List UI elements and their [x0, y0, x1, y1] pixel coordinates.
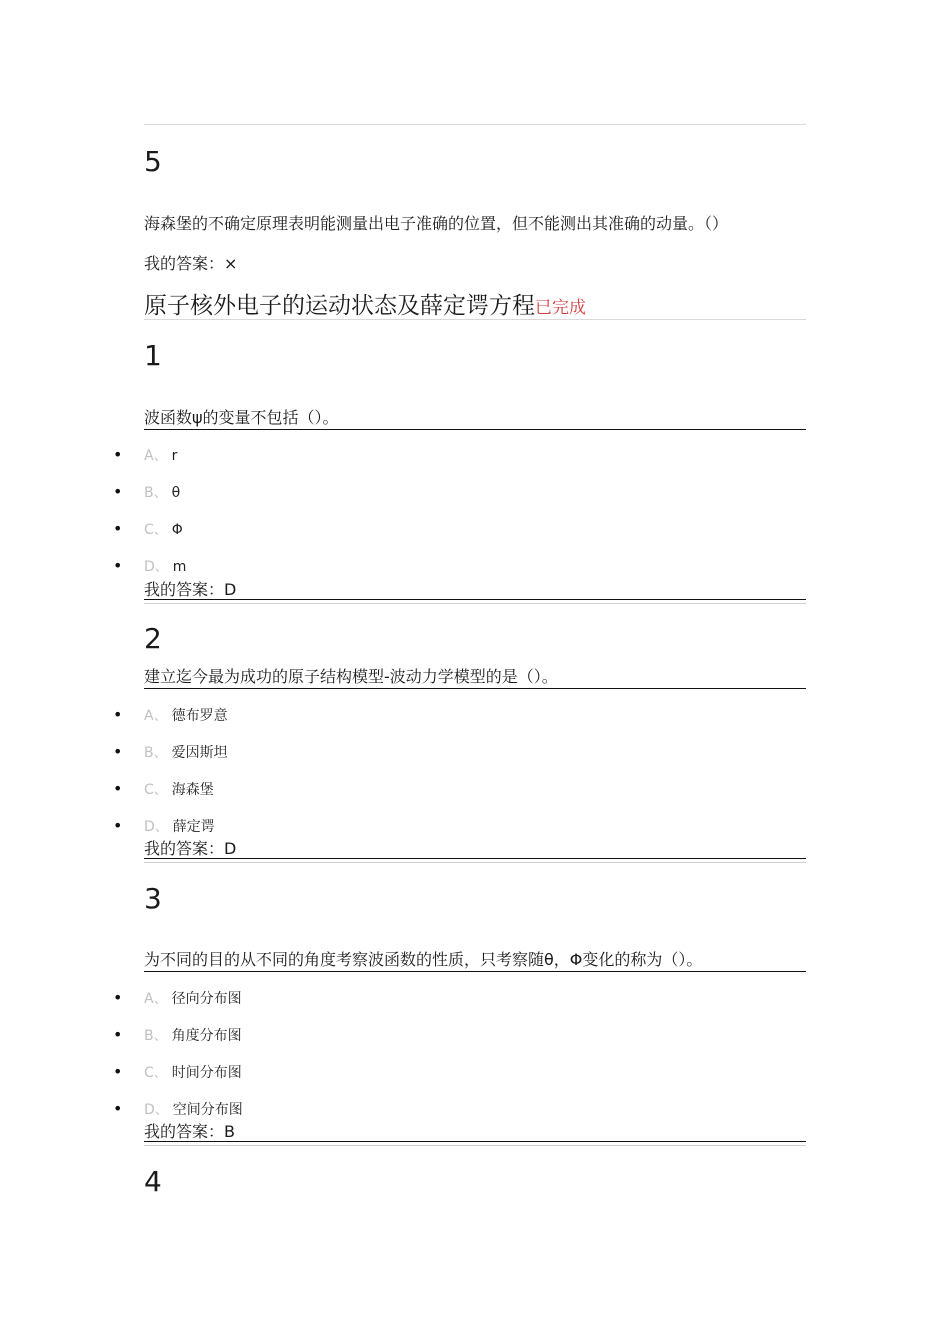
option-text: r — [171, 448, 178, 464]
option-separator: 、 — [154, 819, 169, 835]
option-letter: B — [144, 1028, 154, 1044]
option-text: 角度分布图 — [171, 1028, 242, 1044]
question-number: 1 — [144, 339, 162, 372]
option-separator: 、 — [153, 485, 168, 501]
option-text: 德布罗意 — [171, 708, 228, 724]
question-text: 波函数ψ的变量不包括（）。 — [144, 408, 339, 427]
question-underline — [144, 429, 806, 430]
option-separator: 、 — [153, 1065, 168, 1081]
option-item[interactable] — [113, 1063, 242, 1082]
option-letter: B — [144, 745, 154, 761]
option-item[interactable] — [113, 817, 215, 836]
option-text: Φ — [171, 522, 183, 538]
section-status-badge: 已完成 — [535, 298, 586, 318]
option-item[interactable] — [113, 483, 180, 502]
option-text: 径向分布图 — [171, 991, 242, 1007]
option-separator: 、 — [153, 1028, 168, 1044]
option-text: m — [172, 559, 187, 575]
option-letter: B — [144, 485, 154, 501]
answer-value: × — [224, 254, 238, 273]
bullet-icon: • — [113, 445, 123, 464]
my-answer — [144, 1122, 235, 1142]
option-letter: D — [144, 559, 155, 575]
answer-label: 我的答案： — [144, 1122, 225, 1141]
question-text: 为不同的目的从不同的角度考察波函数的性质，只考察随θ，Φ变化的称为（）。 — [144, 950, 703, 969]
option-item[interactable] — [113, 446, 177, 465]
section-heading — [144, 292, 586, 322]
option-separator: 、 — [153, 782, 168, 798]
bullet-icon: • — [113, 705, 123, 724]
option-letter: A — [144, 991, 154, 1007]
option-letter: C — [144, 1065, 154, 1081]
question-number: 4 — [144, 1165, 162, 1198]
option-item[interactable] — [113, 520, 183, 539]
question-number: 5 — [144, 145, 162, 178]
bullet-icon: • — [113, 742, 123, 761]
option-separator: 、 — [153, 745, 168, 761]
option-text: 海森堡 — [171, 782, 214, 798]
bullet-icon: • — [113, 519, 123, 538]
option-separator: 、 — [153, 991, 168, 1007]
option-letter: D — [144, 819, 155, 835]
option-separator: 、 — [154, 1102, 169, 1118]
section-title: 原子核外电子的运动状态及薛定谔方程 — [144, 293, 535, 319]
option-text: 薛定谔 — [172, 819, 215, 835]
bullet-icon: • — [113, 816, 123, 835]
question-number: 2 — [144, 622, 162, 655]
question-number: 3 — [144, 882, 162, 915]
question-divider — [144, 599, 806, 604]
question-text: 建立迄今最为成功的原子结构模型-波动力学模型的是（）。 — [144, 667, 558, 686]
option-separator: 、 — [153, 522, 168, 538]
option-text: 爱因斯坦 — [171, 745, 228, 761]
question-divider — [144, 858, 806, 863]
option-item[interactable] — [113, 1100, 243, 1119]
option-separator: 、 — [153, 708, 168, 724]
question-underline — [144, 688, 806, 689]
option-letter: C — [144, 782, 154, 798]
bullet-icon: • — [113, 482, 123, 501]
bullet-icon: • — [113, 779, 123, 798]
answer-label: 我的答案： — [144, 839, 225, 858]
my-answer — [144, 254, 237, 274]
option-text: θ — [171, 485, 181, 501]
section-divider — [144, 319, 806, 320]
question-underline — [144, 971, 806, 972]
option-letter: A — [144, 448, 154, 464]
top-divider — [144, 124, 806, 125]
option-letter: A — [144, 708, 154, 724]
answer-label: 我的答案： — [144, 254, 225, 273]
answer-value: D — [224, 839, 237, 858]
option-letter: C — [144, 522, 154, 538]
my-answer — [144, 839, 236, 859]
question-divider — [144, 1141, 806, 1146]
option-item[interactable] — [113, 780, 214, 799]
option-text: 时间分布图 — [171, 1065, 242, 1081]
option-item[interactable] — [113, 706, 228, 725]
option-letter: D — [144, 1102, 155, 1118]
question-text: 海森堡的不确定原理表明能测量出电子准确的位置，但不能测出其准确的动量。（） — [144, 214, 729, 233]
bullet-icon: • — [113, 1099, 123, 1118]
option-text: 空间分布图 — [172, 1102, 243, 1118]
answer-value: B — [224, 1122, 235, 1141]
bullet-icon: • — [113, 556, 123, 575]
option-item[interactable] — [113, 557, 186, 576]
option-item[interactable] — [113, 1026, 242, 1045]
answer-value: D — [224, 580, 237, 599]
answer-label: 我的答案： — [144, 580, 225, 599]
option-item[interactable] — [113, 743, 228, 762]
option-item[interactable] — [113, 989, 242, 1008]
bullet-icon: • — [113, 988, 123, 1007]
option-separator: 、 — [153, 448, 168, 464]
bullet-icon: • — [113, 1025, 123, 1044]
option-separator: 、 — [154, 559, 169, 575]
my-answer — [144, 580, 236, 600]
bullet-icon: • — [113, 1062, 123, 1081]
